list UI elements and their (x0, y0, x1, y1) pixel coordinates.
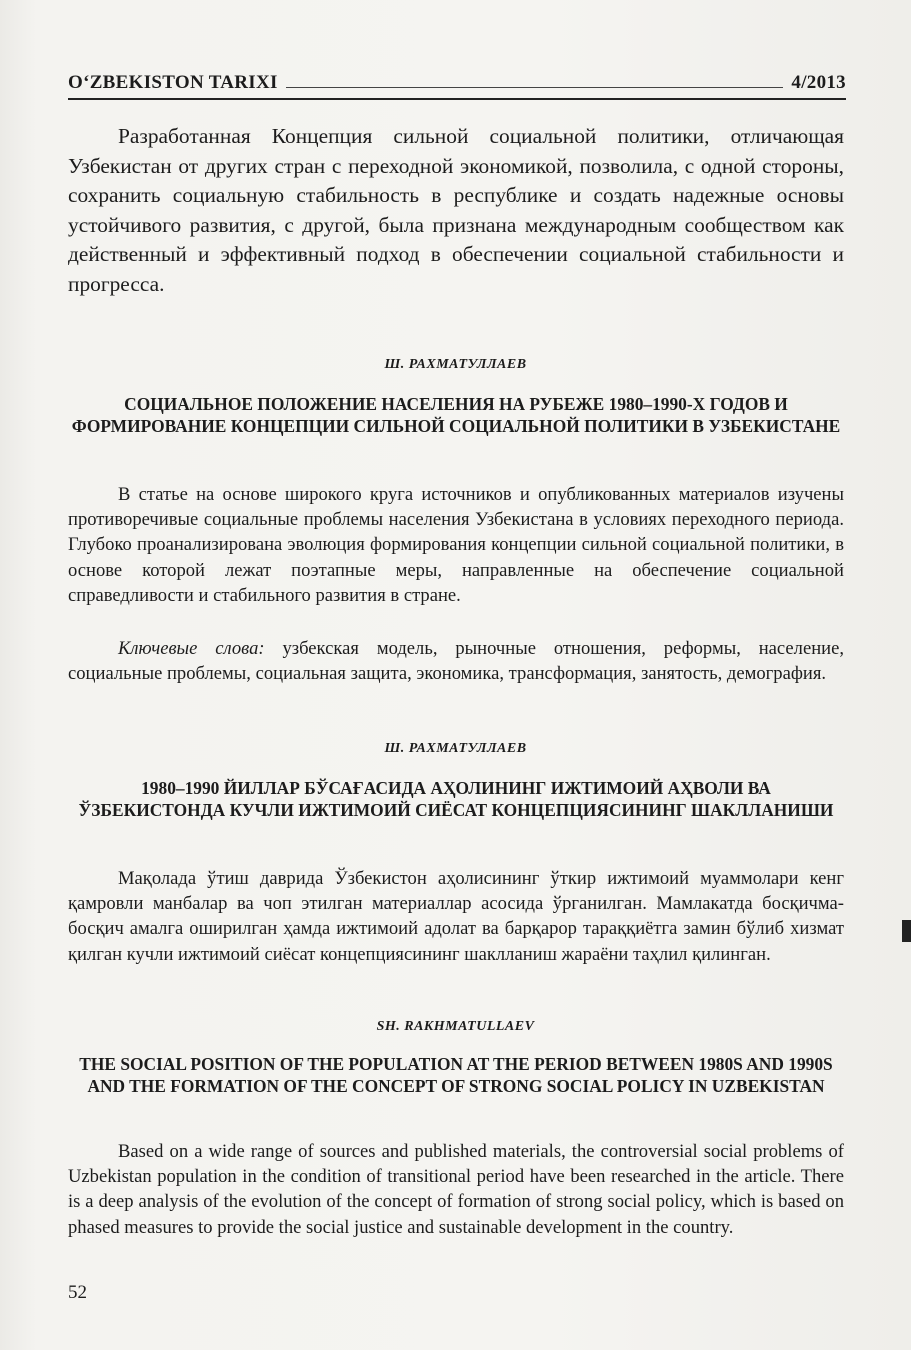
author-uz: Ш. РАХМАТУЛЛАЕВ (384, 741, 527, 756)
title-ru: СОЦИАЛЬНОЕ ПОЛОЖЕНИЕ НАСЕЛЕНИЯ НА РУБЕЖЕ 1980–1990-Х ГОДОВ И ФОРМИРОВАНИЕ КОНЦЕПЦИИ СИЛЬНОЙ СОЦИАЛЬНОЙ ПОЛИТИКИ В УЗБЕКИСТАНЕ (71, 394, 841, 436)
title-uz: 1980–1990 ЙИЛЛАР БЎСАҒАСИДА АҲОЛИНИНГ ИЖТИМОИЙ АҲВОЛИ ВА ЎЗБЕКИСТОНДА КУЧЛИ ИЖТИМОИЙ СИЁСАТ КОНЦЕПЦИЯСИНИНГ ШАКЛЛАНИШИ (78, 778, 834, 820)
journal-title: O‘ZBEKISTON TARIXI (68, 72, 278, 93)
author-en: SH. RAKHMATULLAEV (376, 1019, 535, 1034)
page-number: 52 (68, 1282, 87, 1303)
author-ru: Ш. РАХМАТУЛЛАЕВ (384, 357, 527, 372)
header-rule (286, 87, 784, 88)
scan-edge-mark (902, 920, 911, 942)
issue-number: 4/2013 (791, 72, 846, 93)
abstract-ru: В статье на основе широкого круга источников и опубликованных материалов изучены противоречивые социальные проблемы населения Узбекистана в условиях переходного периода. Глубоко проанализирована эволюция формирования концепции сильной социальной политики, в основе которой лежат поэтапные меры, направленные на обеспечение социальной справедливости и стабильного развития в стране. (68, 484, 844, 606)
running-head (68, 60, 846, 100)
lead-paragraph: Разработанная Концепция сильной социальной политики, отличающая Узбекистан от других стран с переходной экономикой, позволила, с одной стороны, сохранить социальную стабильность в республике и создать надежные основы устойчивого развития, с другой, была признана международным сообществом как действенный и эффективный подход в обеспечении социальной стабильности и прогресса. (68, 124, 844, 296)
abstract-en: Based on a wide range of sources and published materials, the controversial social problems of Uzbekistan population in the condition of transitional period have been researched in the article. There is a deep analysis of the evolution of the concept of formation of strong social policy, which is based on phased measures to provide the social justice and sustainable development in the country. (68, 1141, 844, 1238)
keywords-label: Ключевые слова: (118, 638, 265, 659)
abstract-uz: Мақолада ўтиш даврида Ўзбекистон аҳолисининг ўткир ижтимоий муаммолари кенг қамровли манбалар ва чоп этилган материаллар асосида ўрганилган. Мамлакатда босқичма-босқич амалга оширилган ҳамда ижтимоий адолат ва барқарор тараққиётга замин бўлиб хизмат қилган кучли ижтимоий сиёсат концепциясининг шаклланиш жараёни таҳлил қилинган. (68, 868, 844, 965)
title-en: THE SOCIAL POSITION OF THE POPULATION AT THE PERIOD BETWEEN 1980S AND 1990S AND THE FORMATION OF THE CONCEPT OF STRONG SOCIAL POLICY IN UZBEKISTAN (79, 1054, 833, 1096)
keywords-text: узбекская модель, рыночные отношения, реформы, население, социальные проблемы, социальная защита, экономика, трансформация, занятость, демография. (68, 638, 844, 685)
keywords-ru (68, 636, 844, 686)
